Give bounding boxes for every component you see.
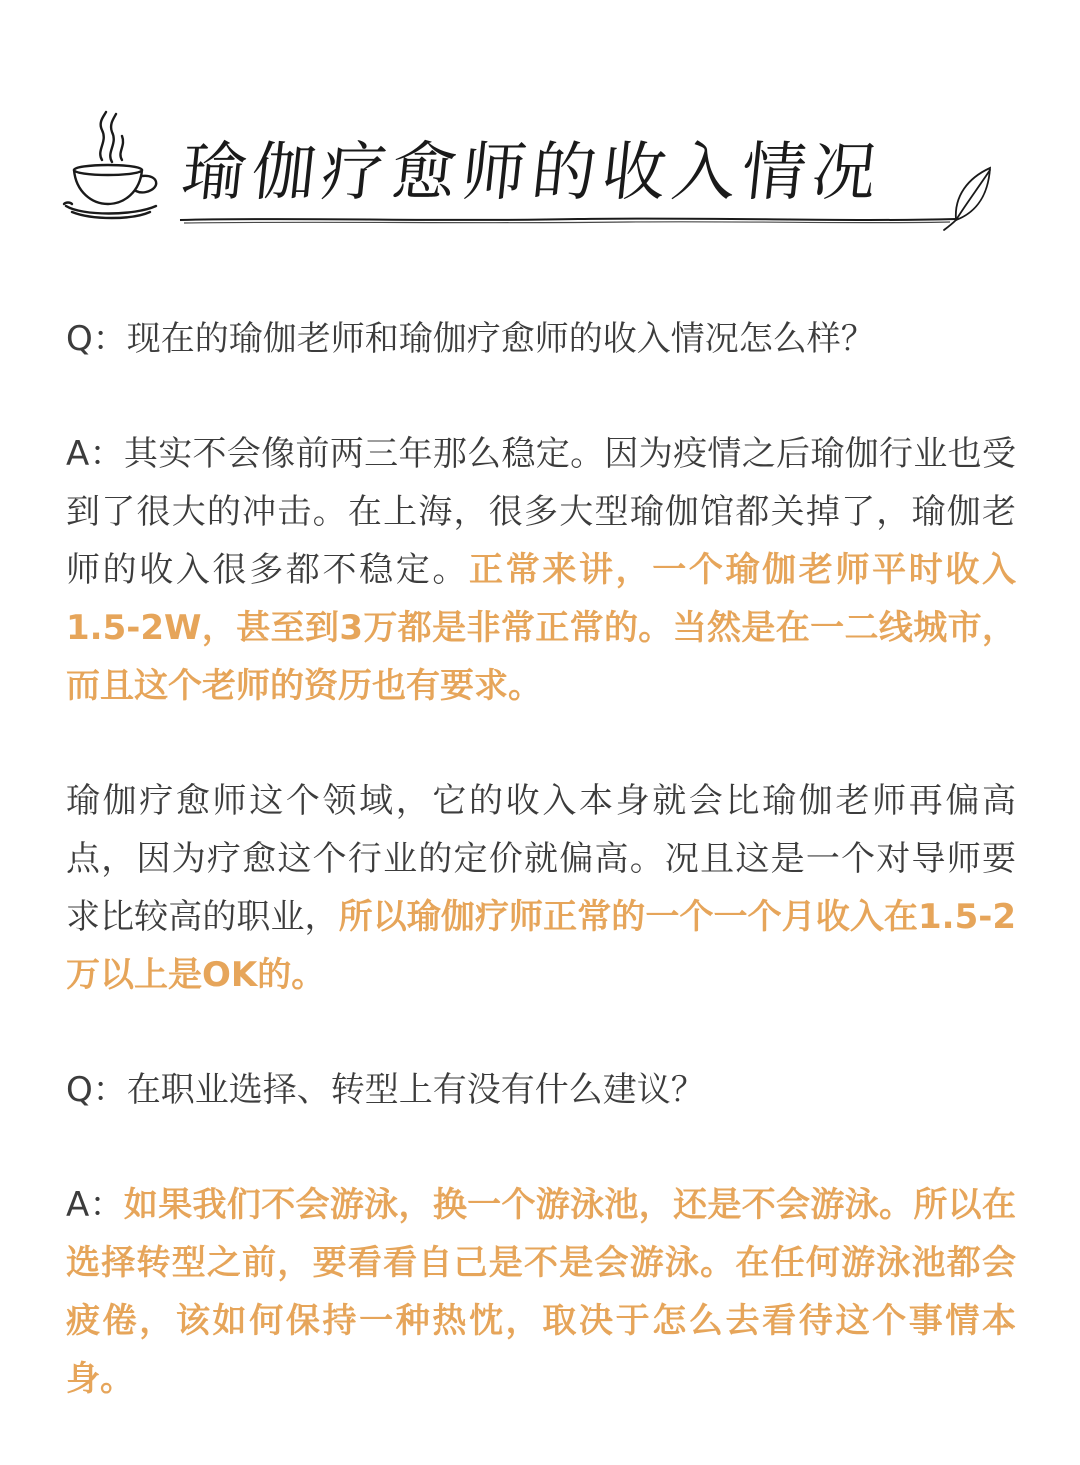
question-2 (66, 1061, 1016, 1119)
answer-2-highlight: 如果我们不会游泳，换一个游泳池，还是不会游泳。所以在选择转型之前，要看看自己是不是会游泳。在任何游泳池都会疲倦，该如何保持一种热忱，取决于怎么去看待这个事情本身。 (66, 1185, 1016, 1399)
answer-1-highlight: 正常来讲，一个瑜伽老师平时收入1.5-2W，甚至到3万都是非常正常的。当然是在一二线城市，而且这个老师的资历也有要求。 (66, 550, 1017, 706)
question-1-text: Q：现在的瑜伽老师和瑜伽疗愈师的收入情况怎么样？ (66, 319, 875, 359)
question-2-text: Q：在职业选择、转型上有没有什么建议？ (66, 1070, 705, 1110)
question-1 (66, 310, 1016, 368)
paragraph-2-text: 瑜伽疗愈师这个领域，它的收入本身就会比瑜伽老师再偏高点，因为疗愈这个行业的定价就偏高。况且这是一个对导师要求比较高的职业， (66, 781, 1016, 937)
leaf-icon (942, 164, 998, 232)
paragraph-2-highlight: 所以瑜伽疗师正常的一个一个月收入在1.5-2万以上是OK的。 (66, 897, 1016, 995)
page-title: 瑜伽疗愈师的收入情况 (178, 136, 886, 210)
paragraph-2 (66, 772, 1016, 1004)
answer-2 (66, 1176, 1016, 1408)
answer-1-text: A：其实不会像前两三年那么稳定。因为疫情之后瑜伽行业也受到了很大的冲击。在上海，很多大型瑜伽馆都关掉了，瑜伽老师的收入很多都不稳定。 (66, 434, 1016, 590)
answer-2-prefix: A： (66, 1185, 124, 1225)
coffee-cup-icon (62, 108, 172, 224)
header (0, 0, 1080, 260)
title-underline (178, 214, 958, 226)
answer-1 (66, 425, 1016, 715)
article-body (66, 310, 1016, 1465)
